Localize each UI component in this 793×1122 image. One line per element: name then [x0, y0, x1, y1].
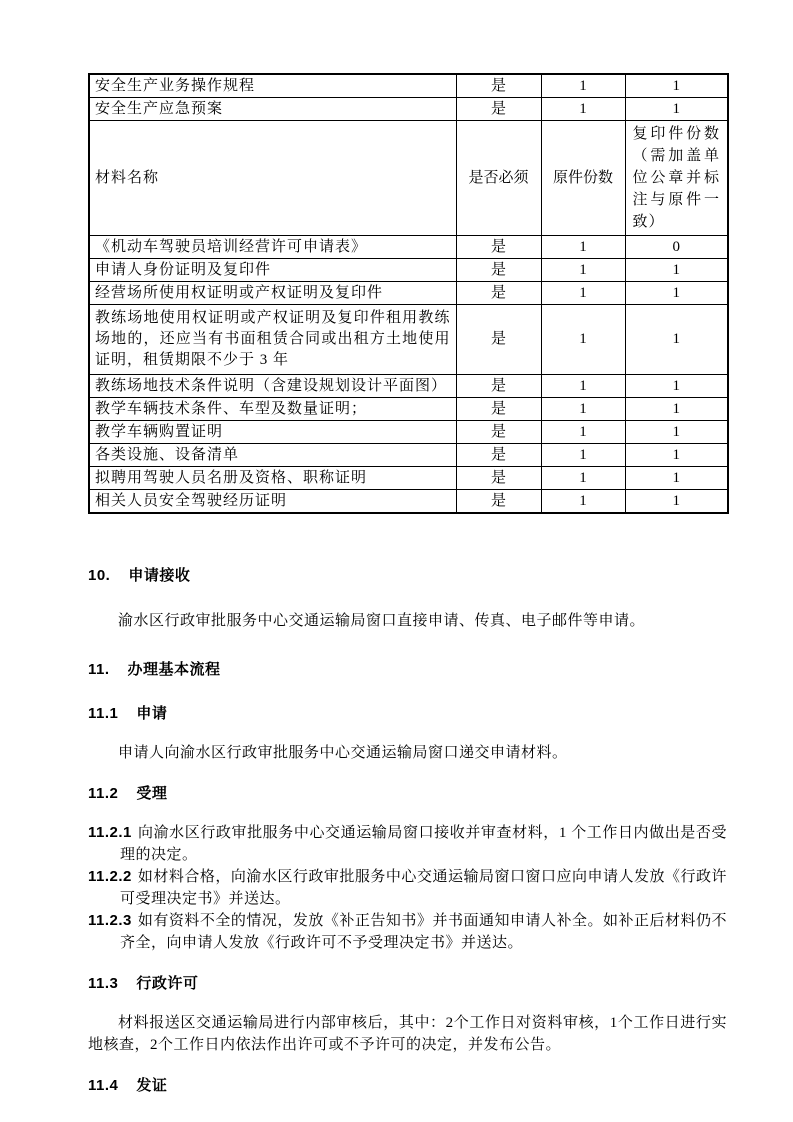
copy-count-cell: 1: [625, 305, 728, 375]
materials-table-body: [89, 74, 728, 513]
table-row: [89, 398, 728, 421]
table-row: [89, 282, 728, 305]
section-number: 11.: [88, 661, 110, 678]
numbered-clause: [88, 822, 727, 866]
table-row: [89, 375, 728, 398]
paragraph: 申请人向渝水区行政审批服务中心交通运输局窗口递交申请材料。: [118, 745, 568, 761]
original-count-cell: 1: [541, 259, 625, 282]
table-row: [89, 236, 728, 259]
original-count-cell: 1: [541, 398, 625, 421]
required-cell: 是: [456, 444, 541, 467]
required-cell: 是: [456, 74, 541, 98]
copy-count-cell: 1: [625, 98, 728, 121]
paragraph: 渝水区行政审批服务中心交通运输局窗口直接申请、传真、电子邮件等申请。: [118, 613, 646, 629]
required-cell: 是: [456, 398, 541, 421]
material-name-cell: 教练场地使用权证明或产权证明及复印件租用教练场地的，还应当有书面租赁合同或出租方土地使用证明，租赁期限不少于 3 年: [89, 305, 456, 375]
table-row: [89, 74, 728, 98]
section-title: 发证: [136, 1077, 168, 1094]
original-count-cell: 1: [541, 421, 625, 444]
required-cell: 是: [456, 421, 541, 444]
clause-number: 11.2.3: [88, 912, 132, 929]
original-count-cell: 1: [541, 444, 625, 467]
copy-count-cell: 0: [625, 236, 728, 259]
copy-count-cell: 1: [625, 398, 728, 421]
original-count-cell: 1: [541, 98, 625, 121]
section-title: 行政许可: [136, 975, 199, 992]
section-subheading: [88, 1076, 727, 1096]
numbered-clause: [88, 866, 727, 910]
section-title: 申请接收: [128, 567, 191, 584]
copy-count-cell: 1: [625, 375, 728, 398]
section-heading: [88, 660, 727, 680]
page-content: [88, 73, 727, 1114]
table-row: [89, 490, 728, 514]
material-name-cell: 材料名称: [89, 121, 456, 236]
copy-count-cell: 复印件份数（需加盖单位公章并标注与原件一致）: [625, 121, 728, 236]
original-count-cell: 1: [541, 490, 625, 514]
section-number: 10.: [88, 567, 111, 584]
material-name-cell: 安全生产业务操作规程: [89, 74, 456, 98]
section-subheading: [88, 704, 727, 724]
required-cell: 是: [456, 467, 541, 490]
material-name-cell: 安全生产应急预案: [89, 98, 456, 121]
material-name-cell: 申请人身份证明及复印件: [89, 259, 456, 282]
required-cell: 是: [456, 305, 541, 375]
paragraph: 材料报送区交通运输局进行内部审核后，其中：2个工作日对资料审核，1个工作日进行实地核查，2个工作日内依法作出许可或不予许可的决定，并发布公告。: [88, 1015, 727, 1053]
table-row: [89, 467, 728, 490]
table-row: [89, 305, 728, 375]
clause-text: 如材料合格，向渝水区行政审批服务中心交通运输局窗口窗口应向申请人发放《行政许可受理决定书》并送达。: [120, 869, 727, 907]
copy-count-cell: 1: [625, 444, 728, 467]
section-title: 申请: [136, 705, 168, 722]
material-name-cell: 教学车辆技术条件、车型及数量证明；: [89, 398, 456, 421]
copy-count-cell: 1: [625, 421, 728, 444]
original-count-cell: 1: [541, 74, 625, 98]
original-count-cell: 1: [541, 236, 625, 259]
table-row: [89, 98, 728, 121]
copy-count-cell: 1: [625, 74, 728, 98]
original-count-cell: 1: [541, 282, 625, 305]
material-name-cell: 各类设施、设备清单: [89, 444, 456, 467]
required-cell: 是: [456, 98, 541, 121]
original-count-cell: 1: [541, 305, 625, 375]
material-name-cell: 教练场地技术条件说明（含建设规划设计平面图）: [89, 375, 456, 398]
section-subheading: [88, 784, 727, 804]
table-header-row: [89, 121, 728, 236]
material-name-cell: 《机动车驾驶员培训经营许可申请表》: [89, 236, 456, 259]
numbered-clause-group: [88, 822, 727, 954]
section-number: 11.1: [88, 705, 119, 722]
copy-count-cell: 1: [625, 282, 728, 305]
material-name-cell: 教学车辆购置证明: [89, 421, 456, 444]
original-count-cell: 原件份数: [541, 121, 625, 236]
section-number: 11.4: [88, 1077, 119, 1094]
numbered-clause: [88, 910, 727, 954]
copy-count-cell: 1: [625, 490, 728, 514]
clause-text: 向渝水区行政审批服务中心交通运输局窗口接收并审查材料，1 个工作日内做出是否受理的决定。: [120, 825, 727, 863]
materials-table: [88, 73, 729, 514]
original-count-cell: 1: [541, 375, 625, 398]
procedure-sections: [88, 566, 727, 1096]
material-name-cell: 经营场所使用权证明或产权证明及复印件: [89, 282, 456, 305]
section-number: 11.3: [88, 975, 119, 992]
clause-number: 11.2.2: [88, 868, 132, 885]
required-cell: 是: [456, 259, 541, 282]
section-number: 11.2: [88, 785, 119, 802]
clause-number: 11.2.1: [88, 824, 132, 841]
table-row: [89, 421, 728, 444]
copy-count-cell: 1: [625, 259, 728, 282]
clause-text: 如有资料不全的情况，发放《补正告知书》并书面通知申请人补全。如补正后材料仍不齐全，向申请人发放《行政许可不予受理决定书》并送达。: [120, 913, 727, 951]
table-row: [89, 259, 728, 282]
required-cell: 是否必须: [456, 121, 541, 236]
section-subheading: [88, 974, 727, 994]
required-cell: 是: [456, 490, 541, 514]
material-name-cell: 拟聘用驾驶人员名册及资格、职称证明: [89, 467, 456, 490]
copy-count-cell: 1: [625, 467, 728, 490]
table-row: [89, 444, 728, 467]
required-cell: 是: [456, 236, 541, 259]
material-name-cell: 相关人员安全驾驶经历证明: [89, 490, 456, 514]
section-title: 办理基本流程: [127, 661, 221, 678]
required-cell: 是: [456, 375, 541, 398]
required-cell: 是: [456, 282, 541, 305]
section-title: 受理: [136, 785, 168, 802]
original-count-cell: 1: [541, 467, 625, 490]
section-heading: [88, 566, 727, 586]
